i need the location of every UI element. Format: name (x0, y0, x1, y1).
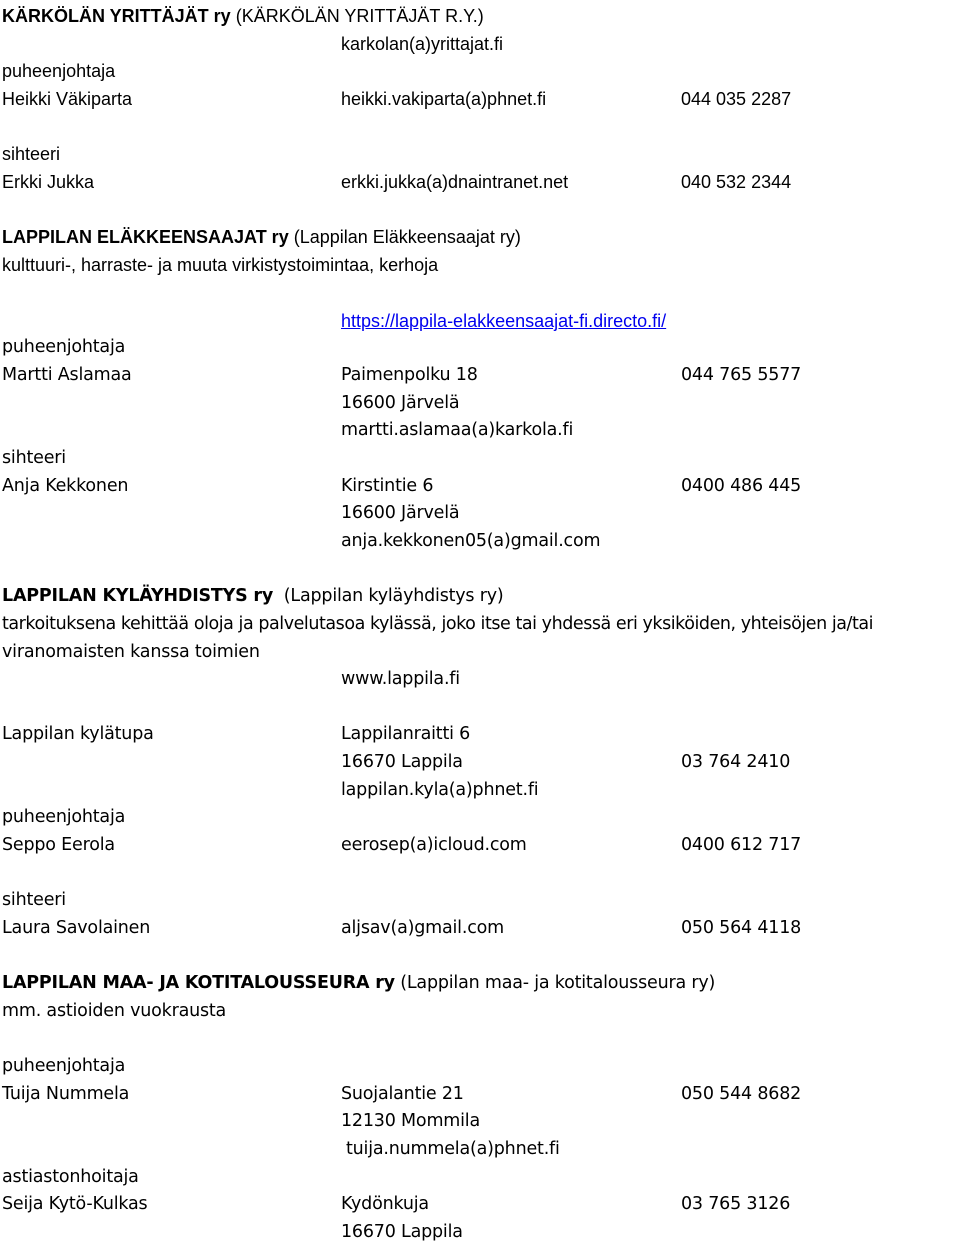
org2-sec-city: 16600 Järvelä (341, 503, 460, 523)
org4-keeper-role: astiastonhoitaja (2, 1167, 139, 1187)
org3-sec-name: Laura Savolainen (2, 918, 151, 938)
org3-name-alt: (Lappilan kyläyhdistys ry) (283, 586, 504, 606)
org2-sec-street: Kirstintie 6 (341, 476, 434, 496)
org1-sec-phone: 040 532 2344 (681, 172, 792, 192)
org4-name: LAPPILAN MAA- JA KOTITALOUSSEURA ry (2, 973, 395, 993)
org3-chair-phone: 0400 612 717 (681, 835, 802, 855)
org4-chair-city: 12130 Mommila (341, 1111, 480, 1131)
org4-name-alt: (Lappilan maa- ja kotitalousseura ry) (400, 973, 716, 993)
org3-place-city: 16670 Lappila (341, 752, 463, 772)
org2-sec-email: anja.kekkonen05(a)gmail.com (341, 531, 601, 551)
org1-heading (2, 4, 484, 28)
org2-sec-name: Anja Kekkonen (2, 476, 129, 496)
org4-chair-role: puheenjohtaja (2, 1056, 126, 1076)
org2-chair-street: Paimenpolku 18 (341, 365, 478, 385)
org3-website: www.lappila.fi (341, 669, 460, 689)
org3-sec-phone: 050 564 4118 (681, 918, 802, 938)
org3-chair-role: puheenjohtaja (2, 807, 126, 827)
org1-name: KÄRKÖLÄN YRITTÄJÄT ry (2, 6, 231, 26)
org3-place-phone: 03 764 2410 (681, 752, 791, 772)
org3-name: LAPPILAN KYLÄYHDISTYS ry (2, 586, 274, 606)
org1-sec-email: erkki.jukka(a)dnaintranet.net (341, 172, 569, 192)
org2-heading (2, 225, 521, 249)
org3-desc-line2: viranomaisten kanssa toimien (2, 642, 260, 662)
org3-heading (2, 584, 503, 608)
org3-chair-name: Seppo Eerola (2, 835, 115, 855)
org3-sec-email: aljsav(a)gmail.com (341, 918, 504, 938)
org4-chair-name: Tuija Nummela (2, 1084, 130, 1104)
org2-name-alt: (Lappilan Eläkkeensaajat ry) (293, 227, 521, 247)
org1-email: karkolan(a)yrittajat.fi (341, 34, 504, 54)
org1-name-alt: (KÄRKÖLÄN YRITTÄJÄT R.Y.) (235, 6, 484, 26)
org3-chair-email: eerosep(a)icloud.com (341, 835, 527, 855)
org4-chair-phone: 050 544 8682 (681, 1084, 802, 1104)
org1-chair-phone: 044 035 2287 (681, 89, 792, 109)
org3-place-street: Lappilanraitti 6 (341, 724, 471, 744)
org3-desc-line1: tarkoituksena kehittää oloja ja palvelutasoa kylässä, joko itse tai yhdessä eri yksiköiden, yhteisöjen ja/tai (2, 614, 874, 634)
org2-chair-email: martti.aslamaa(a)karkola.fi (341, 420, 574, 440)
org4-desc: mm. astioiden vuokrausta (2, 1001, 227, 1021)
org4-keeper-phone: 03 765 3126 (681, 1194, 791, 1214)
org3-place-name: Lappilan kylätupa (2, 724, 154, 744)
org1-sec-name: Erkki Jukka (2, 172, 95, 192)
org4-chair-email: tuija.nummela(a)phnet.fi (346, 1139, 560, 1159)
org1-chair-email: heikki.vakiparta(a)phnet.fi (341, 89, 547, 109)
org4-keeper-city: 16670 Lappila (341, 1222, 463, 1242)
org1-sec-role: sihteeri (2, 144, 61, 164)
org2-desc: kulttuuri-, harraste- ja muuta virkistystoimintaa, kerhoja (2, 255, 439, 275)
org2-chair-phone: 044 765 5577 (681, 365, 802, 385)
org2-chair-role: puheenjohtaja (2, 337, 126, 357)
org4-keeper-name: Seija Kytö-Kulkas (2, 1194, 148, 1214)
org2-chair-name: Martti Aslamaa (2, 365, 132, 385)
org2-sec-role: sihteeri (2, 448, 66, 468)
org2-name: LAPPILAN ELÄKKEENSAAJAT ry (2, 227, 289, 247)
org2-chair-city: 16600 Järvelä (341, 393, 460, 413)
org1-chair-name: Heikki Väkiparta (2, 89, 133, 109)
org3-sec-role: sihteeri (2, 890, 66, 910)
org2-website-link[interactable]: https://lappila-elakkeensaajat-fi.directo.fi/ (341, 311, 667, 331)
org2-sec-phone: 0400 486 445 (681, 476, 802, 496)
org3-place-email: lappilan.kyla(a)phnet.fi (341, 780, 539, 800)
org4-heading (2, 971, 715, 995)
org4-chair-street: Suojalantie 21 (341, 1084, 464, 1104)
org4-keeper-street: Kydönkuja (341, 1194, 429, 1214)
org1-chair-role: puheenjohtaja (2, 61, 116, 81)
